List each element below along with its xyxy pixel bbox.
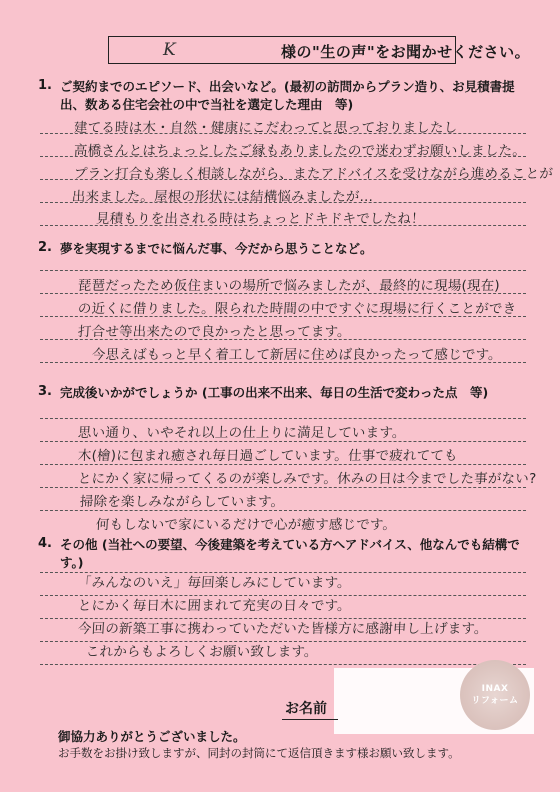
answer-line: 出来ました。屋根の形状には結構悩みましたが… [71,189,374,205]
footer-note: お手数をお掛け致しますが、同封の封筒にて返信頂きます様お願い致します。 [58,746,460,760]
answer-line: 今回の新築工事に携わっていただいた皆様方に感謝申し上げます。 [77,621,489,637]
question-text: 夢を実現するまでに悩んだ事、今だから思うことなど。 [60,241,373,256]
question-number: 3. [38,384,52,399]
answer-line: 琵琶だったため仮住まいの場所で悩みましたが、最終的に現場(現在) [77,278,501,294]
title-box [108,36,531,64]
stamp-line-1: INAX [481,684,509,694]
question-text: その他 (当社への要望、今後建築を考えている方へアドバイス、他なんでも結構です。) [60,537,520,570]
name-underline [282,719,338,720]
customer-name: K [163,40,176,60]
answer-line: 思い通り、いやそれ以上の仕上りに満足しています。 [77,425,407,441]
answer-line: プラン打合も楽しく相談しながら、またアドバイスを受けながら進めることが [73,166,554,182]
answer-line: 見積もりを出される時はちょっとドキドキでしたね！ [95,211,426,227]
company-stamp-icon [460,660,530,730]
answer-line: 高橋さんとはちょっとしたご縁もありましたので迷わずお願いしました。 [73,143,527,159]
question-number: 1. [38,78,52,93]
stamp-line-2: リフォーム [471,696,519,706]
answer-line: 「みんなのいえ」毎回楽しみにしています。 [77,575,352,591]
answer-line: 木(檜)に包まれ癒され毎日過ごしています。仕事で疲れてても [77,448,459,464]
answer-line: これからもよろしくお願い致します。 [85,644,319,660]
question-number: 2. [38,240,52,255]
answer-line: 掃除を楽しみながらしています。 [79,494,285,510]
answer-line: の近くに借りました。限られた時間の中ですぐに現場に行くことができ [77,301,517,317]
footer-thanks: 御協力ありがとうございました。 [58,729,246,744]
name-label: お名前 [285,701,327,717]
answer-line: 今思えばもっと早く着工して新居に住めば良かったって感じです。 [91,347,503,363]
answer-line: とにかく毎日木に囲まれて充実の日々です。 [77,598,352,614]
question-number: 4. [38,536,52,551]
answer-line: とにかく家に帰ってくるのが楽しみです。休みの日は今までした事がない? [77,471,537,487]
page-title: 様の"生の声"をお聞かせください。 [281,43,531,61]
answer-line: 建てる時は木・自然・健康にこだわってと思っておりましたし [73,120,458,136]
question-text: 完成後いかがでしょうか (工事の出来不出来、毎日の生活で変わった点 等) [60,385,489,400]
answer-line: 打合せ等出来たので良かったと思ってます。 [77,324,352,340]
question-text: ご契約までのエピソード、出会いなど。(最初の訪問からプラン造り、お見積書提出、数ある住宅会社の中で当社を選定した理由 等) [60,79,515,112]
answer-line: 何もしないで家にいるだけで心が癒す感じです。 [95,517,397,533]
